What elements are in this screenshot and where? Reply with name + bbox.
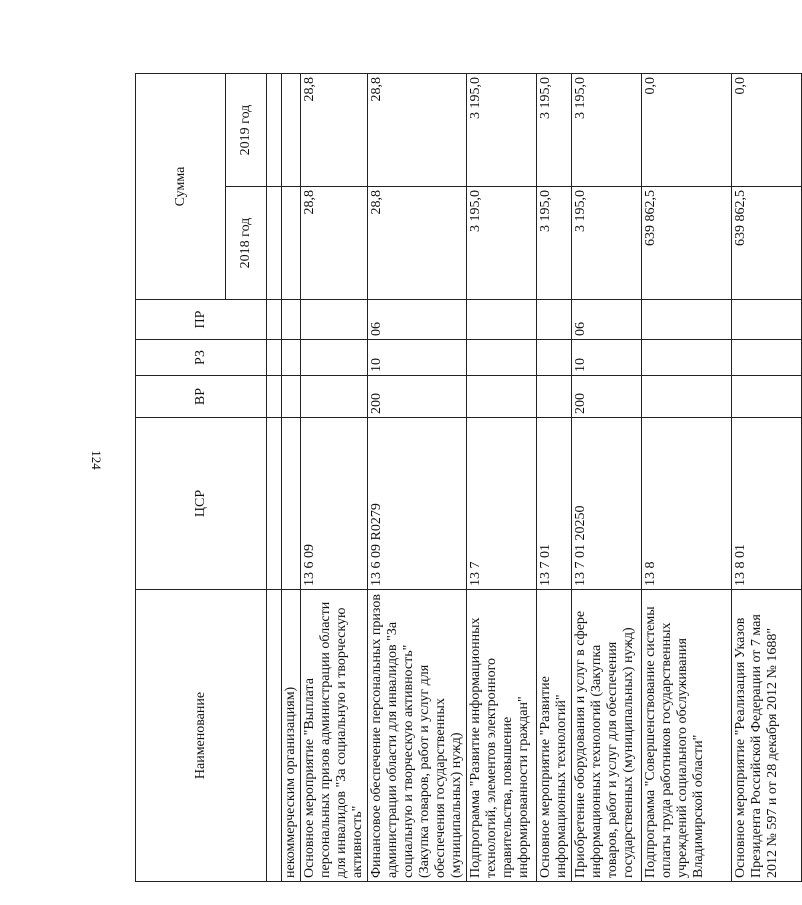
row-sum-2018: 28,8 <box>301 187 368 300</box>
row-sum-2019: 3 195,0 <box>467 74 537 187</box>
row-name: Подпрограмма "Совершенствование системы оплаты труда работников государственных учреждений социального обслуживания Владимирской области" <box>642 590 732 882</box>
header-rz: РЗ <box>136 340 267 376</box>
row-vr <box>642 376 732 418</box>
row-rz <box>301 340 368 376</box>
row-name: Основное мероприятие "Развитие информационных технологий" <box>537 590 572 882</box>
header-pr: ПР <box>136 300 267 340</box>
row-name: некоммерческим организациям) <box>282 590 301 882</box>
row-sum-2018: 639 862,5 <box>642 187 732 300</box>
header-sum: Сумма <box>136 74 226 300</box>
row-csr: 13 6 09 <box>301 418 368 590</box>
row-vr <box>467 376 537 418</box>
row-sum-2019: 3 195,0 <box>537 74 572 187</box>
table-row <box>282 74 301 882</box>
row-pr <box>732 300 802 340</box>
row-rz <box>467 340 537 376</box>
row-csr: 13 7 01 20250 <box>572 418 642 590</box>
row-csr: 13 6 09 R0279 <box>368 418 467 590</box>
row-sum-2018 <box>282 187 301 300</box>
row-sum-2019: 28,8 <box>368 74 467 187</box>
header-csr: ЦСР <box>136 418 267 590</box>
row-name: Приобретение оборудования и услуг в сфере информационных технологий (Закупка товаров, работ и услуг для обеспечения государственных (муниципальных) нужд) <box>572 590 642 882</box>
row-pr <box>282 300 301 340</box>
row-sum-2019: 3 195,0 <box>572 74 642 187</box>
row-csr: 13 7 01 <box>537 418 572 590</box>
row-pr: 06 <box>368 300 467 340</box>
row-pr <box>301 300 368 340</box>
row-pr <box>642 300 732 340</box>
header-year-2019: 2019 год <box>226 74 267 187</box>
row-sum-2019 <box>282 74 301 187</box>
row-vr: 200 <box>368 376 467 418</box>
row-csr: 13 8 01 <box>732 418 802 590</box>
row-rz <box>537 340 572 376</box>
table-header-row <box>136 74 226 882</box>
row-rz: 10 <box>572 340 642 376</box>
table-row <box>642 74 732 882</box>
row-pr: 06 <box>572 300 642 340</box>
table-spacer-row <box>267 74 282 882</box>
row-vr <box>301 376 368 418</box>
budget-table <box>135 73 802 882</box>
row-sum-2018: 3 195,0 <box>537 187 572 300</box>
row-pr <box>467 300 537 340</box>
row-name: Основное мероприятие "Выплата персональных призов администрации области для инвалидов "За социальную и творческую активность" <box>301 590 368 882</box>
row-rz: 10 <box>368 340 467 376</box>
header-year-2018: 2018 год <box>226 187 267 300</box>
table-row <box>301 74 368 882</box>
row-sum-2018: 639 862,5 <box>732 187 802 300</box>
table-row <box>467 74 537 882</box>
row-vr <box>282 376 301 418</box>
row-sum-2019: 0,0 <box>642 74 732 187</box>
row-sum-2018: 3 195,0 <box>467 187 537 300</box>
row-vr: 200 <box>572 376 642 418</box>
row-csr: 13 7 <box>467 418 537 590</box>
table-row <box>732 74 802 882</box>
row-sum-2018: 28,8 <box>368 187 467 300</box>
row-name: Основное мероприятие "Реализация Указов Президента Российской Федерации от 7 мая 2012 № 597 и от 28 декабря 2012 № 1688" <box>732 590 802 882</box>
page-number: 124 <box>89 450 104 470</box>
row-sum-2018: 3 195,0 <box>572 187 642 300</box>
header-name: Наименование <box>136 590 267 882</box>
row-vr <box>537 376 572 418</box>
row-vr <box>732 376 802 418</box>
row-sum-2019: 0,0 <box>732 74 802 187</box>
table-row <box>368 74 467 882</box>
row-csr <box>282 418 301 590</box>
row-rz <box>732 340 802 376</box>
row-name: Подпрограмма "Развитие информационных технологий, элементов электронного правительства, повышение информированности граждан" <box>467 590 537 882</box>
row-pr <box>537 300 572 340</box>
row-name: Финансовое обеспечение персональных призов администрации области для инвалидов "За социальную и творческую активность" (Закупка товаров, работ и услуг для обеспечения государственных (муниципальных) нужд) <box>368 590 467 882</box>
table-row <box>572 74 642 882</box>
row-sum-2019: 28,8 <box>301 74 368 187</box>
table-row <box>537 74 572 882</box>
header-vr: ВР <box>136 376 267 418</box>
row-csr: 13 8 <box>642 418 732 590</box>
row-rz <box>642 340 732 376</box>
row-rz <box>282 340 301 376</box>
